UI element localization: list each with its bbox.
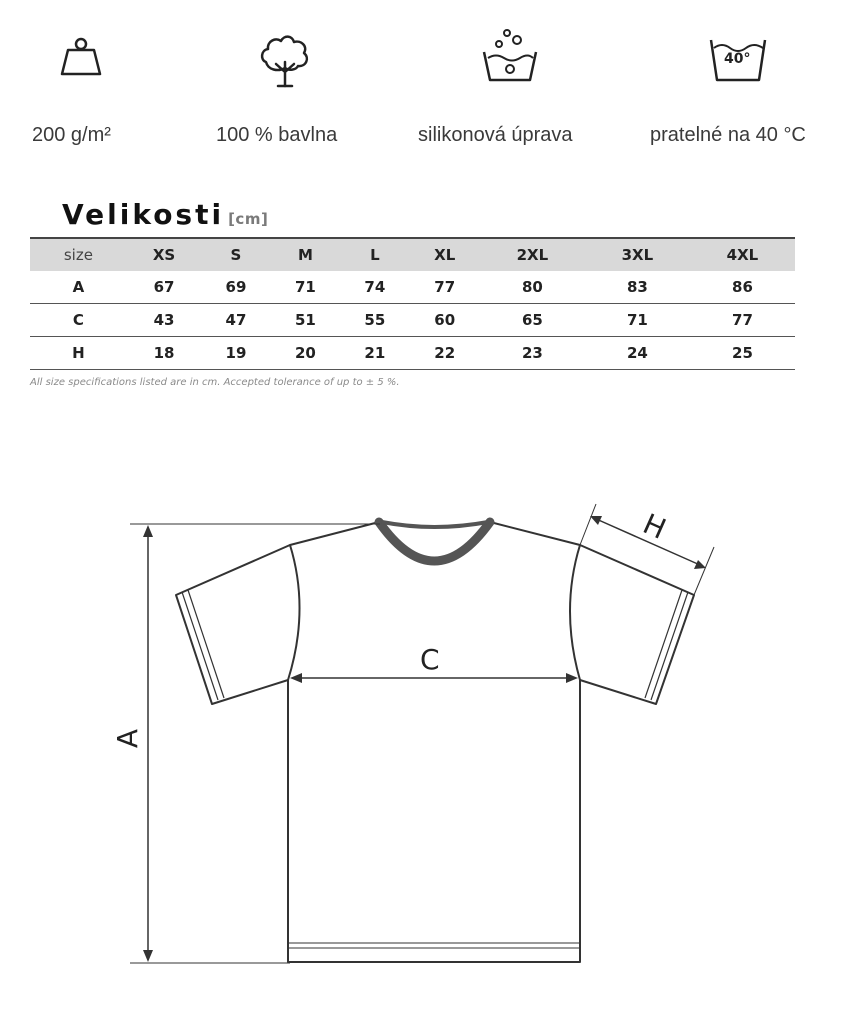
table-cell: 69 (201, 271, 270, 304)
table-cell: 47 (201, 304, 270, 337)
table-cell: 77 (690, 304, 795, 337)
size-chart-unit: [cm] (228, 210, 269, 228)
table-cell: 67 (127, 271, 201, 304)
size-chart-title-text: Velikosti (62, 198, 225, 231)
table-cell: 18 (127, 337, 201, 370)
header-cell: XS (127, 238, 201, 271)
header-cell: 2XL (480, 238, 585, 271)
table-cell: 71 (271, 271, 340, 304)
header-cell: 4XL (690, 238, 795, 271)
tshirt-body-outline (288, 522, 580, 962)
row-label: H (30, 337, 127, 370)
table-cell: 80 (480, 271, 585, 304)
header-cell: XL (410, 238, 480, 271)
feature-finish-label: silikonová úprava (418, 124, 573, 146)
table-cell: 20 (271, 337, 340, 370)
dimension-a-label: A (111, 728, 145, 749)
table-cell: 21 (340, 337, 409, 370)
header-cell: size (30, 238, 127, 271)
table-cell: 19 (201, 337, 270, 370)
header-cell: S (201, 238, 270, 271)
feature-material-label: 100 % bavlna (216, 124, 338, 146)
wash-temperature-badge: 40° (724, 51, 751, 67)
table-cell: 83 (585, 271, 690, 304)
table-cell: 25 (690, 337, 795, 370)
table-cell: 65 (480, 304, 585, 337)
dimension-a-line (130, 524, 380, 963)
header-cell: 3XL (585, 238, 690, 271)
table-cell: 71 (585, 304, 690, 337)
feature-washing-label: pratelné na 40 °C (650, 124, 806, 146)
table-cell: 22 (410, 337, 480, 370)
table-cell: 55 (340, 304, 409, 337)
table-cell: 51 (271, 304, 340, 337)
table-cell: 86 (690, 271, 795, 304)
size-note: All size specifications listed are in cm. Accepted tolerance of up to ± 5 %. (30, 377, 400, 388)
table-cell: 23 (480, 337, 585, 370)
table-cell: 74 (340, 271, 409, 304)
dimension-c-label: C (420, 643, 440, 676)
table-cell: 24 (585, 337, 690, 370)
table-cell: 43 (127, 304, 201, 337)
table-cell: 60 (410, 304, 480, 337)
dimension-h-label: H (638, 507, 671, 546)
row-label: A (30, 271, 127, 304)
table-cell: 77 (410, 271, 480, 304)
header-cell: L (340, 238, 409, 271)
header-cell: M (271, 238, 340, 271)
row-label: C (30, 304, 127, 337)
feature-weight-label: 200 g/m² (32, 124, 111, 146)
